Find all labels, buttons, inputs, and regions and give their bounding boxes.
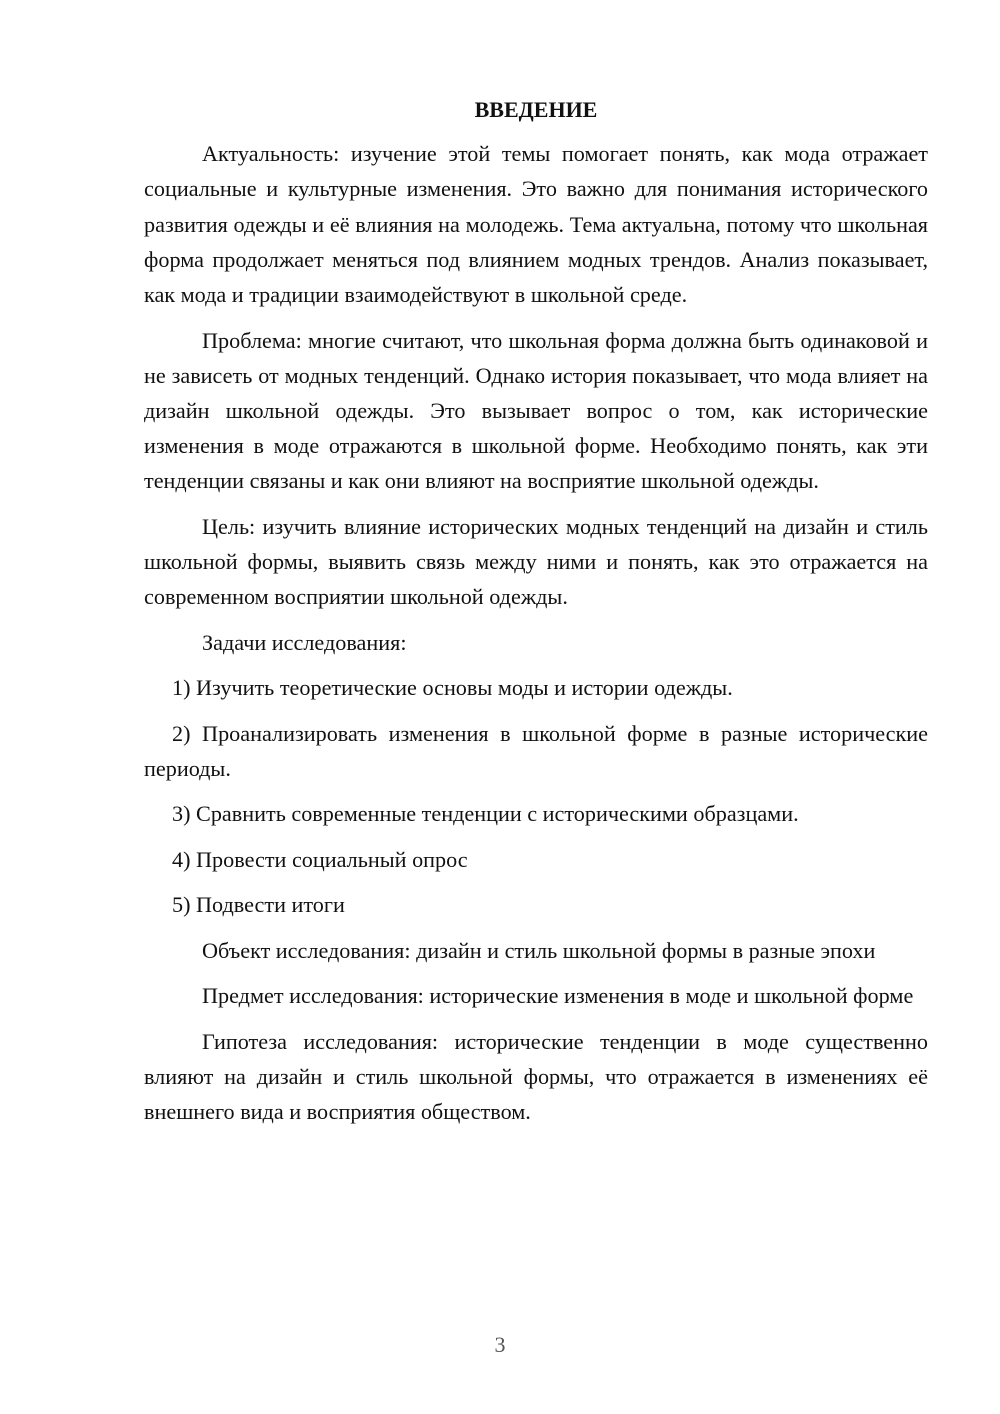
goal-paragraph: Цель: изучить влияние исторических модных тенденций на дизайн и стиль школьной формы, выявить связь между ними и понять, как это отражается на современном восприятии школьной одежды. — [144, 513, 928, 610]
problem-paragraph: Проблема: многие считают, что школьная форма должна быть одинаковой и не зависеть от модных тенденций. Однако история показывает, что мода влияет на дизайн школьной одежды. Это вызывает вопрос о том, как исторические изменения в моде отражаются в школьной форме. Необходимо понять, как эти тенденции связаны и как они влияют на восприятие школьной одежды. — [144, 327, 928, 494]
section-heading: ВВЕДЕНИЕ — [474, 97, 598, 122]
task-item-4: 4) Провести социальный опрос — [172, 846, 468, 872]
task-item-2: 2) Проанализировать изменения в школьной форме в разные исторические периоды. — [144, 720, 928, 781]
page-content — [144, 92, 928, 1140]
hypothesis-paragraph: Гипотеза исследования: исторические тенденции в моде существенно влияют на дизайн и стиль школьной формы, что отражается в изменениях её внешнего вида и восприятия обществом. — [144, 1028, 928, 1125]
object-paragraph: Объект исследования: дизайн и стиль школьной формы в разные эпохи — [202, 937, 876, 963]
task-item-3: 3) Сравнить современные тенденции с историческими образцами. — [172, 801, 799, 827]
tasks-title: Задачи исследования: — [202, 629, 407, 655]
task-item-1: 1) Изучить теоретические основы моды и истории одежды. — [172, 675, 733, 701]
page-number: 3 — [494, 1332, 506, 1357]
subject-paragraph: Предмет исследования: исторические изменения в моде и школьной форме — [202, 983, 914, 1009]
task-item-5: 5) Подвести итоги — [172, 892, 345, 918]
relevance-paragraph: Актуальность: изучение этой темы помогает понять, как мода отражает социальные и культурные изменения. Это важно для понимания исторического развития одежды и её влияния на молодежь. Тема актуальна, потому что школьная форма продолжает меняться под влиянием модных трендов. Анализ показывает, как мода и традиции взаимодействуют в школьной среде. — [144, 141, 928, 308]
